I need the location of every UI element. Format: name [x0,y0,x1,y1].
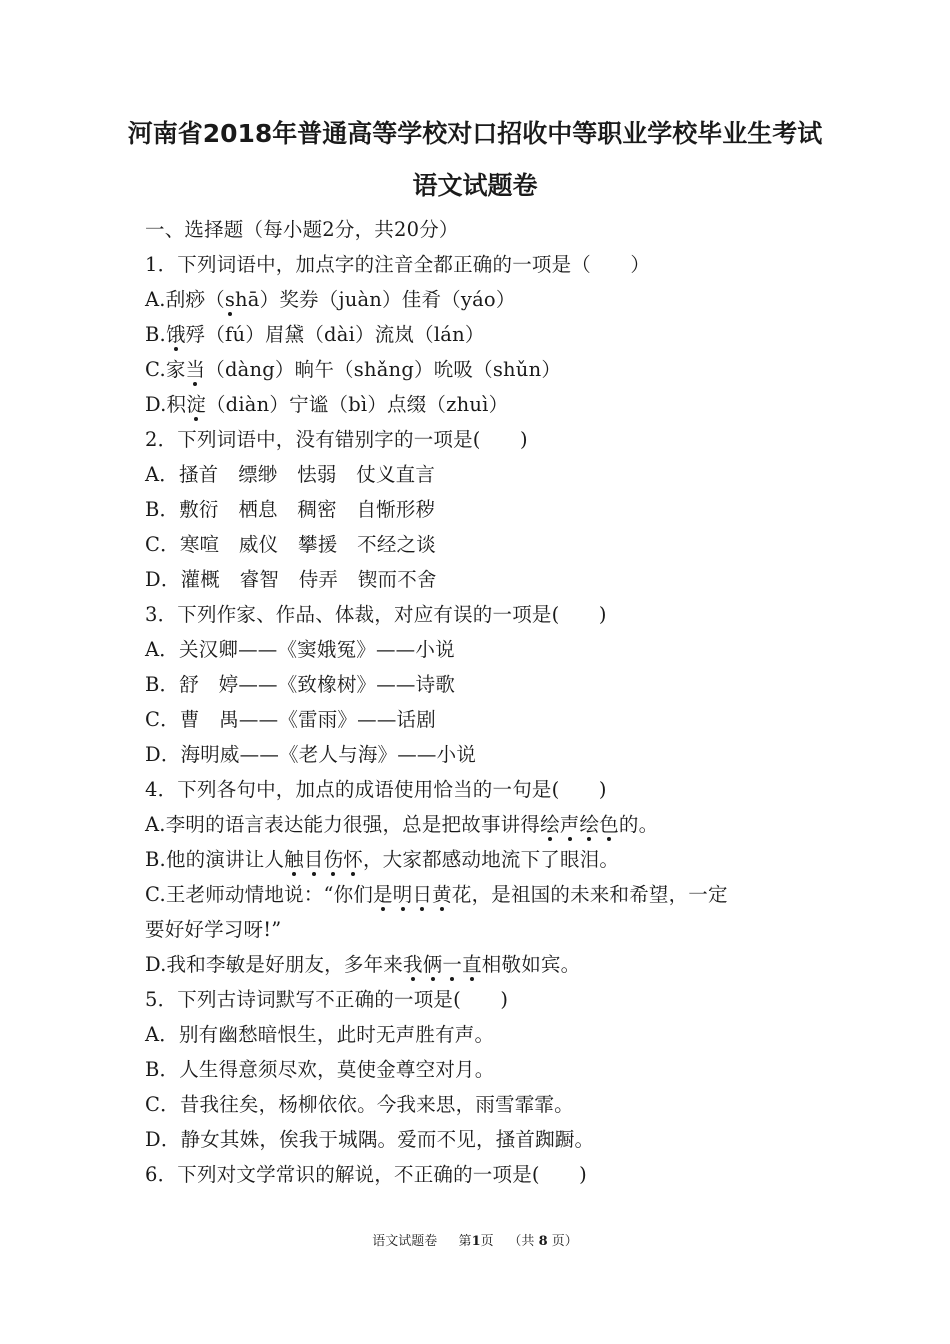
text-line: A.刮痧（shā）奖券（juàn）佳肴（yáo） [145,288,516,311]
emphasized-char: 淀 [186,393,206,416]
footer-total-suffix: 页） [551,1234,578,1249]
emphasized-char: 日 [412,883,433,906]
emphasized-char: 绘 [540,813,560,836]
text-line: C．昔我往矣，杨柳依依。今我来思，雨雪霏霏。 [145,1093,574,1116]
emphasized-char: 俩 [422,953,443,976]
text-line: D．灌概 睿智 侍弄 锲而不舍 [145,568,437,591]
text-line: B．敷衍 栖息 稠密 自惭形秽 [145,498,436,521]
emphasized-char: 是 [373,883,393,906]
text-line: 1．下列词语中，加点字的注音全都正确的一项是（ ） [145,253,651,276]
emphasized-char: 伤 [323,848,344,871]
footer-total-pages: 8 [538,1234,548,1249]
emphasized-char: 绘 [579,813,600,836]
emphasized-char: 明 [392,883,413,906]
emphasized-char: 触 [284,848,304,871]
emphasized-char: 声 [559,813,580,836]
emphasized-char: 怀 [343,848,363,871]
text-line: B．人生得意须尽欢，莫使金尊空对月。 [145,1058,495,1081]
text-line: D．静女其姝，俟我于城隅。爱而不见，搔首踟蹰。 [145,1128,595,1151]
text-line: D.我和李敏是好朋友，多年来我俩一直相敬如宾。 [145,953,581,976]
emphasized-char: 一 [442,953,463,976]
text-line: 一、选择题（每小题2分，共20分） [145,218,459,241]
text-line: B.饿殍（fú）眉黛（dài）流岚（lán） [145,323,485,346]
text-line: C．寒喧 威仪 攀援 不经之谈 [145,533,436,556]
text-line: 要好好学习呀!” [145,918,282,941]
footer-doc-name: 语文试题卷 [372,1234,438,1249]
text-line: C．曹 禺——《雷雨》——话剧 [145,708,436,731]
text-line: D.积淀（diàn）宁谧（bì）点缀（zhuì） [145,393,509,416]
emphasized-char: 当 [185,358,206,381]
text-line: 3．下列作家、作品、体裁，对应有误的一项是( ) [145,603,607,626]
exam-subtitle: 语文试题卷 [412,171,538,200]
question-body [145,212,825,1192]
text-line: 4．下列各句中，加点的成语使用恰当的一句是( ) [145,778,607,801]
text-line: 6．下列对文学常识的解说，不正确的一项是( ) [145,1163,587,1186]
text-line: 5．下列古诗词默写不正确的一项是( ) [145,988,509,1011]
emphasized-char: 目 [303,848,324,871]
text-line: A．别有幽愁暗恨生，此时无声胜有声。 [145,1023,495,1046]
text-line: 2．下列词语中，没有错别字的一项是( ) [145,428,528,451]
text-line: C.王老师动情地说：“你们是明日黄花，是祖国的未来和希望，一定 [145,883,728,906]
emphasized-char: 直 [462,953,482,976]
text-line: B．舒 婷——《致橡树》——诗歌 [145,673,456,696]
text-line: A.李明的语言表达能力很强，总是把故事讲得绘声绘色的。 [145,813,659,836]
exam-title: 河南省2018年普通高等学校对口招收中等职业学校毕业生考试 [127,119,823,148]
footer-page-prefix: 第 [458,1234,472,1249]
emphasized-char: s [224,288,236,311]
page-footer [0,1230,950,1249]
footer-page-number: 1 [471,1234,481,1249]
footer-total-prefix: （共 [508,1234,535,1249]
emphasized-char: 饿 [165,323,186,346]
text-line: A．搔首 缥缈 怯弱 仗义直言 [145,463,436,486]
emphasized-char: 我 [402,953,423,976]
text-line: C.家当（dàng）晌午（shǎng）吮吸（shǔn） [145,358,562,381]
emphasized-char: 色 [599,813,619,836]
emphasized-char: 黄 [432,883,452,906]
text-line: A．关汉卿——《窦娥冤》——小说 [145,638,455,661]
text-line: D．海明威——《老人与海》——小说 [145,743,477,766]
text-line: B.他的演讲让人触目伤怀，大家都感动地流下了眼泪。 [145,848,620,871]
footer-page-suffix: 页 [480,1234,494,1249]
